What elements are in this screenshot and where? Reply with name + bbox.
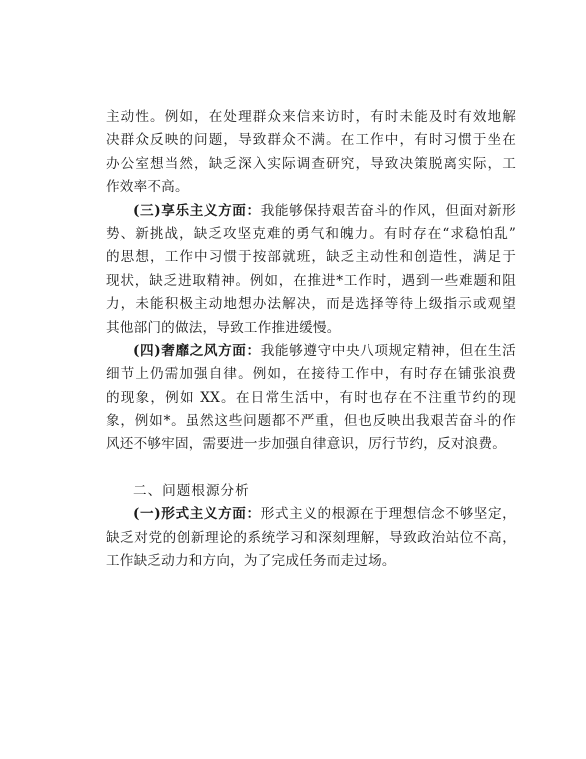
text-line [106, 200, 516, 223]
paragraph-hedonism [106, 200, 516, 340]
text-line: 的现象，例如 XX。在日常生活中，有时也存在不注重节约的现 [106, 389, 516, 406]
text-line: 细节上仍需加强自律。例如，在接待工作中，有时存在铺张浪费 [106, 366, 516, 383]
text-line: 办公室想当然，缺乏深入实际调查研究，导致决策脱离实际，工 [106, 155, 516, 172]
text-line: 工作缺乏动力和方向，为了完成任务而走过场。 [106, 553, 396, 570]
text-line [106, 340, 516, 363]
paragraph-formalism [106, 503, 516, 573]
text-line: 缺乏对党的创新理论的系统学习和深刻理解，导致政治站位不高， [106, 529, 516, 546]
paragraph-text: 形式主义的根源在于理想信念不够坚定， [260, 506, 516, 523]
text-line: 风还不够牢固，需要进一步加强自律意识，厉行节约，反对浪费。 [106, 436, 507, 453]
text-line: 象，例如*。虽然这些问题都不严重，但也反映出我艰苦奋斗的作 [106, 413, 516, 430]
text-line [106, 503, 516, 526]
text-line: 主动性。例如，在处理群众来信来访时，有时未能及时有效地解 [106, 109, 516, 125]
paragraph-extravagance [106, 340, 516, 457]
text-line: 力，未能积极主动地想办法解决，而是选择等待上级指示或观望 [106, 296, 516, 313]
paragraph-text: 我能够遵守中央八项规定精神，但在生活 [260, 342, 516, 359]
paragraph-lead: (一)形式主义方面： [133, 506, 261, 523]
document-page [106, 106, 516, 573]
paragraph-lead: (四)奢靡之风方面： [133, 342, 261, 359]
text-line: 决群众反映的问题，导致群众不满。在工作中，有时习惯于坐在 [106, 132, 516, 149]
text-line: 势、新挑战，缺乏攻坚克难的勇气和魄力。有时存在“求稳怕乱” [106, 225, 516, 242]
text-line: 的思想，工作中习惯于按部就班，缺乏主动性和创造性，满足于 [106, 249, 516, 266]
paragraph-work-style [106, 106, 516, 200]
text-line: 现状，缺乏进取精神。例如，在推进*工作时，遇到一些难题和阻 [106, 272, 516, 289]
paragraph-lead: (三)享乐主义方面： [133, 202, 261, 219]
section-heading: 二、问题根源分析 [133, 482, 250, 499]
text-line: 作效率不高。 [106, 179, 189, 196]
text-line: 其他部门的做法，导致工作推进缓慢。 [106, 319, 341, 336]
paragraph-text: 我能够保持艰苦奋斗的作风，但面对新形 [260, 202, 516, 219]
